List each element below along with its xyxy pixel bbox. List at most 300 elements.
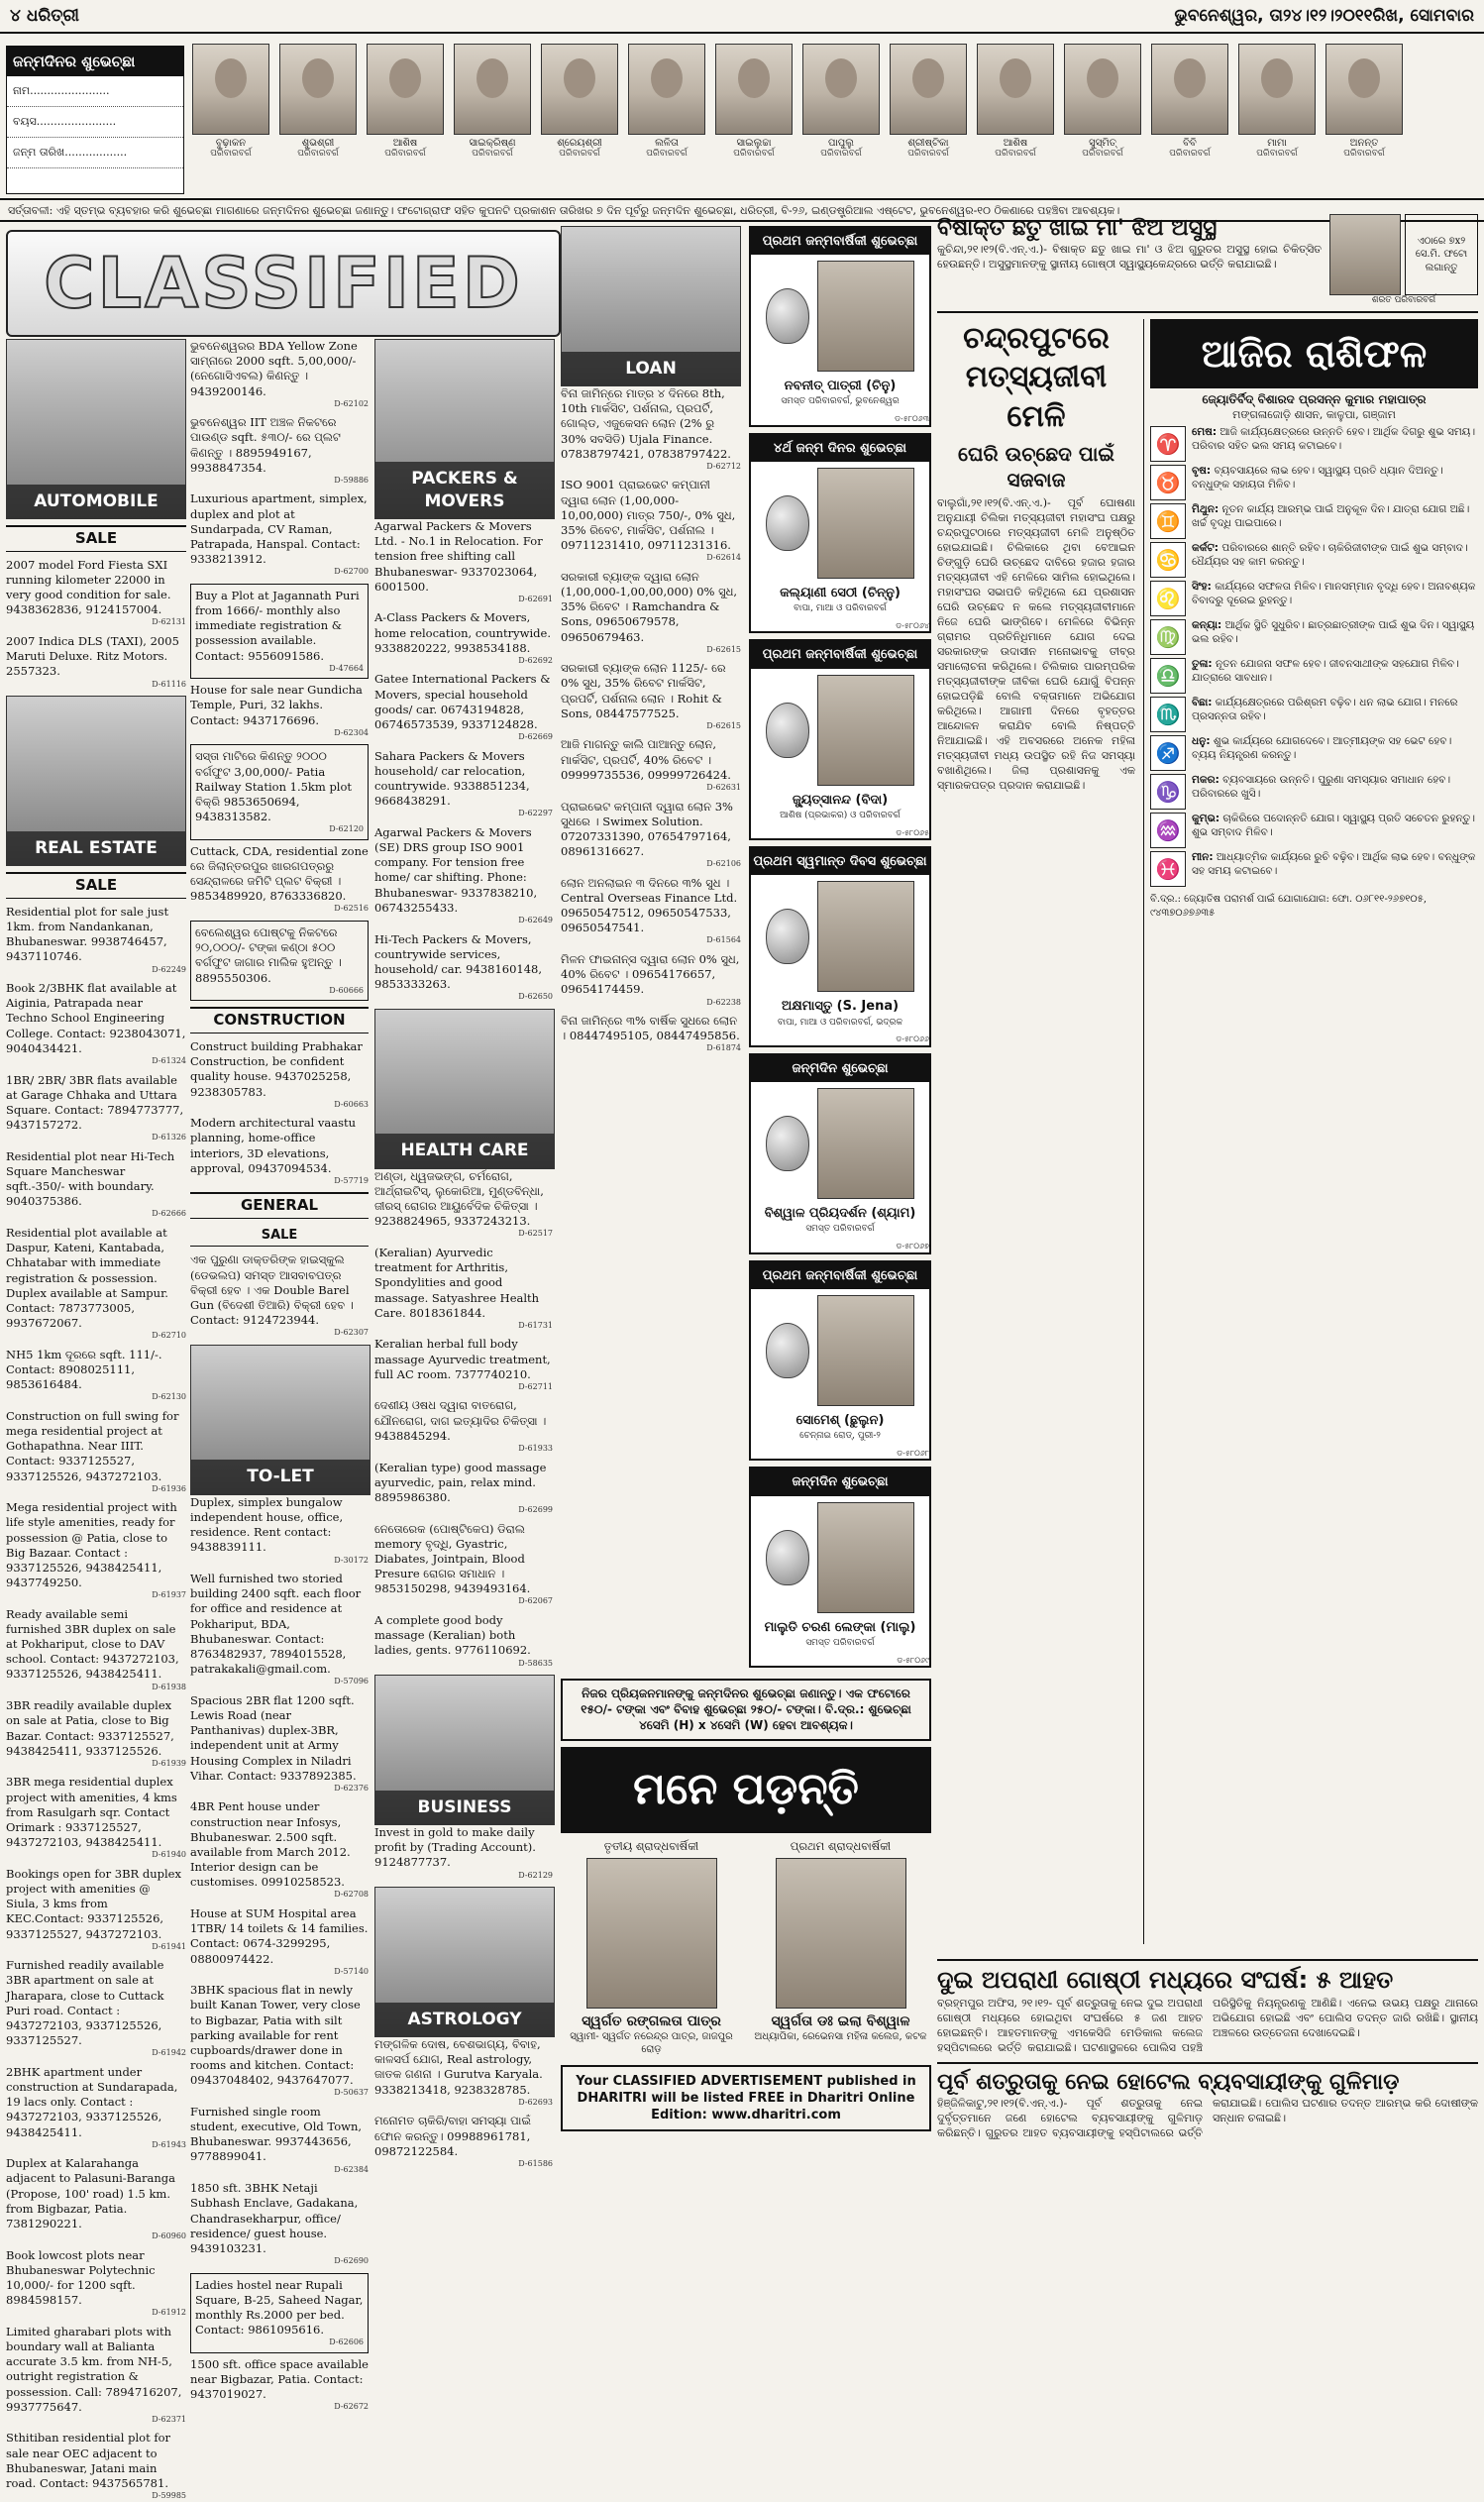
ad-text: Luxurious apartment, simplex, duplex and plot at Sundarpada, CV Raman, Patrapada, Hanspal. Contact: 9338213912. bbox=[190, 491, 368, 567]
tolet-ads bbox=[190, 1495, 369, 2413]
realestate-ads-2 bbox=[190, 339, 369, 1001]
sale-heading: SALE bbox=[6, 525, 186, 552]
ad-text: ISO 9001 ପ୍ରାଇଭେଟ କମ୍ପାନୀ ଦ୍ୱାରା ଲୋନ (1,00,000-10,00,000) ମାତ୍ର 750/-, 0% ସୁଧ, 35% ରିବେଟ, ମାର୍କସିଟ, ପର୍ଶନାଲ । 09711231410, 09711231316. bbox=[561, 478, 736, 553]
child-name: ସାଇକ୍ରିଷ୍ଣ bbox=[469, 138, 516, 149]
ad-code: D-30172 bbox=[334, 1555, 369, 1565]
ad-text: ଆଜି ମାଗନ୍ତୁ କାଲି ପାଆନ୍ତୁ ଲୋନ, ମାର୍କସିଟ, ପ୍ରପର୍ଟି, 40% ରିବେଟ । 09999735536, 09999726424. bbox=[561, 737, 731, 782]
ad-code: D-57719 bbox=[334, 1175, 369, 1185]
wish-desc: ବାପା, ମାଆ ଓ ପରିବାରବର୍ଗ bbox=[794, 603, 887, 614]
memorial-desc: ସ୍ୱାମୀ- ସ୍ୱର୍ଗତ ନରେନ୍ଦ୍ର ପାତ୍ର, ଜାଜପୁର ରୋଡ଼ bbox=[570, 2031, 733, 2056]
ad-code: D-61564 bbox=[706, 935, 741, 945]
classified-ad bbox=[561, 661, 741, 731]
classified-ad bbox=[374, 2114, 553, 2169]
ad-text: Gatee International Packers & Movers, special household goods/ car. 06743194828, 06746573539, 9337124828. bbox=[374, 672, 551, 731]
ad-text: ଭୁବନେଶ୍ୱର IIT ଅଞ୍ଚଳ ନିକଟରେ ପାଉଣ୍ଡ sqft. ୫୩୦/- ରେ ପ୍ଲଟ କିଣନ୍ତୁ । 8895949167, 9938847354. bbox=[190, 415, 341, 475]
rashi-name: ସିଂହ: bbox=[1192, 581, 1212, 594]
ad-code: D-62130 bbox=[152, 1392, 186, 1402]
zodiac-icon: ♏ bbox=[1150, 697, 1186, 732]
coupon-age-line: ବୟସ....................... bbox=[7, 107, 183, 138]
classified-ad bbox=[374, 932, 553, 1003]
wish-name: ଜ୍ୟୁତ୍ସାନନ୍ଦ (ବିଦା) bbox=[792, 792, 889, 808]
loan-image bbox=[561, 226, 741, 386]
rashi-desc: ବ୍ୟବସାୟରେ ଉନ୍ନତି। ପୁରୁଣା ସମସ୍ୟାର ସମାଧାନ ହେବ। ପରିବାରରେ ଖୁସି। bbox=[1192, 774, 1451, 801]
rashi-text bbox=[1192, 426, 1478, 462]
child-name: ଶୁଭଶ୍ରୀ bbox=[301, 138, 335, 149]
ad-text: Residential plot for sale just 1km. from Nandankanan, Bhubaneswar. 9938746457, 9437110746. bbox=[6, 904, 169, 964]
zodiac-icon: ♊ bbox=[1150, 503, 1186, 539]
classified-ad bbox=[374, 610, 553, 666]
ad-text: Bookings open for 3BR duplex project with amenities @ Siula, 3 kms from KEC.Contact: 9337125526, 9337125527, 9437272103. bbox=[6, 1866, 181, 1941]
news-row bbox=[937, 319, 1478, 1954]
ad-text: 3BR readily available duplex on sale at Patia, close to Big Bazar. Contact: 9337125527, 9438425411, 9337125526. bbox=[6, 1698, 174, 1758]
wish-code: ଡ-୫୮୦୬୮ bbox=[897, 1448, 929, 1458]
classified-ad bbox=[6, 1149, 186, 1220]
business-label: BUSINESS bbox=[375, 1791, 554, 1824]
classified-ad bbox=[6, 1607, 186, 1692]
rashi-desc: ଆଜି କାର୍ଯ୍ୟକ୍ଷେତ୍ରରେ ଉନ୍ନତି ହେବ। ଆର୍ଥିକ ଦିଗରୁ ଶୁଭ ସମୟ। ପରିବାର ସହିତ ଭଲ ସମୟ କଟାଇବେ। bbox=[1192, 426, 1476, 453]
birthday-photo bbox=[888, 44, 969, 192]
ad-code: D-62615 bbox=[706, 644, 741, 654]
classified-ad bbox=[561, 800, 741, 870]
rashi-desc: ଆର୍ଥିକ ସ୍ଥିତି ସୁଧୁରିବ। ଛାତ୍ରଛାତ୍ରୀଙ୍କ ପାଇଁ ଶୁଭ ଦିନ। ସ୍ୱାସ୍ଥ୍ୟ ଭଲ ରହିବ। bbox=[1192, 619, 1475, 646]
story2 bbox=[937, 319, 1135, 1954]
ad-text: Duplex, simplex bungalow independent house, office, residence. Rent contact: 9438839111. bbox=[190, 1494, 344, 1555]
ad-code: D-61942 bbox=[152, 2048, 186, 2058]
ad-code: D-62615 bbox=[706, 720, 741, 730]
zodiac-icon: ♍ bbox=[1150, 619, 1186, 655]
classified-ad bbox=[6, 558, 186, 628]
wish-photo bbox=[817, 1295, 914, 1406]
balloon-icon bbox=[766, 288, 809, 344]
child-name: ସୁସ୍ମିତ୍ bbox=[1089, 138, 1116, 149]
realestate-label: REAL ESTATE bbox=[7, 831, 185, 865]
ad-code: D-62710 bbox=[152, 1331, 186, 1341]
classified-ad bbox=[6, 1500, 186, 1601]
wish-body bbox=[751, 875, 929, 998]
classified-ad bbox=[374, 1461, 553, 1516]
classified-col-1 bbox=[6, 339, 186, 2501]
packers-ads bbox=[374, 519, 553, 1003]
mane-padanti-banner: ମନେ ପଡ଼ନ୍ତି bbox=[561, 1747, 931, 1832]
classified-ad bbox=[374, 1522, 553, 1607]
rashi-entry bbox=[1150, 851, 1478, 887]
balloon-icon bbox=[766, 1530, 809, 1585]
wish-name: କଲ୍ୟାଣୀ ସେଠୀ (ଚିନ୍ନୁ) bbox=[780, 585, 901, 600]
rashi-text bbox=[1192, 503, 1478, 539]
ad-text: ମନୋମତ ଚାକିରି/ବାହା ସମସ୍ୟା ପାଇଁ ଫୋନ କରନ୍ତୁ। 09988961781, 09872122584. bbox=[374, 2114, 531, 2158]
child-family: ପରିବାରବର୍ଗ bbox=[1343, 149, 1385, 159]
wish-body bbox=[751, 462, 929, 585]
ad-text: ଅଣ୍ଡା, ଧ୍ୱଜଭଙ୍ଗ, ଚର୍ମରୋଗ, ଆର୍ଥ୍ରାଇଟିସ୍, ଲୁକୋରିଆ, ମୁଣ୍ଡବିନ୍ଧା, ଜୀରସ୍ ରୋଗର ଆୟୁର୍ବେଦିକ ଚିକିତ୍ସା । 9238824965, 9337243213. bbox=[374, 1168, 544, 1229]
wish-code: ଡ-୫୮୦୬୪ bbox=[896, 620, 929, 630]
classified-ad bbox=[374, 519, 553, 604]
ad-code: D-62666 bbox=[152, 1209, 186, 1219]
wish-code: ଡ-୫୮୦୬୩ bbox=[895, 414, 929, 424]
child-family: ପରିବାରବର୍ଗ bbox=[384, 149, 426, 159]
memorial-desc: ଅଧ୍ୟାପିକା, ରେଭେନସା ମହିଳା କଲେଜ, କଟକ bbox=[754, 2031, 927, 2043]
rashi-desc: ପରିବାରରେ ଶାନ୍ତି ରହିବ। ଚାକିରିଜୀବୀଙ୍କ ପାଇଁ ଶୁଭ ସମ୍ବାଦ। ଧୈର୍ଯ୍ୟର ସହ କାମ କରନ୍ତୁ। bbox=[1192, 542, 1468, 569]
child-family: ପରିବାରବର୍ଗ bbox=[472, 149, 513, 159]
child-family: ପରିବାରବର୍ଗ bbox=[1082, 149, 1123, 159]
rashi-name: କନ୍ୟା: bbox=[1192, 619, 1222, 632]
automobile-image bbox=[6, 339, 186, 519]
classified-col-4 bbox=[561, 226, 741, 1673]
tolet-image bbox=[190, 1345, 371, 1495]
wish-box bbox=[749, 1260, 931, 1462]
ad-code: D-62238 bbox=[706, 997, 741, 1007]
wish-desc: ସମସ୍ତ ପରିବାରବର୍ଗ bbox=[805, 1224, 875, 1235]
rashi-entry bbox=[1150, 465, 1478, 500]
wish-photo bbox=[817, 1088, 914, 1199]
ad-text: ସରକାରୀ ବ୍ୟାଙ୍କ ଦ୍ୱାରା ଲୋନ (1,00,000-1,00,00,000) 0% ସୁଧ, 35% ରିବେଟ । Ramchandra & Sons, 09650679578, 09650679463. bbox=[561, 569, 738, 644]
ad-code: D-58635 bbox=[518, 1658, 553, 1668]
general-heading: GENERAL bbox=[190, 1192, 369, 1219]
classified-ad bbox=[190, 1906, 369, 1977]
news-column bbox=[937, 214, 1478, 2311]
rashi-name: କୁମ୍ଭ: bbox=[1192, 813, 1220, 825]
classified-ad bbox=[190, 1693, 369, 1795]
classified-ad bbox=[6, 634, 186, 690]
birthday-photo bbox=[975, 44, 1056, 192]
child-name: ପାପୁଲୁ bbox=[828, 138, 854, 149]
sale-heading-2: SALE bbox=[6, 872, 186, 899]
child-family: ପରିବାରବର୍ଗ bbox=[995, 149, 1036, 159]
rashi-name: ଧନୁ: bbox=[1192, 735, 1211, 748]
classified-ad bbox=[6, 2248, 186, 2319]
rashi-text bbox=[1192, 774, 1478, 810]
wish-desc: ଆଶିଷ (ପ୍ରଭାକର) ଓ ପରିବାରବର୍ଗ bbox=[780, 810, 901, 820]
rashi-text bbox=[1192, 697, 1478, 732]
ad-text: Mega residential project with life style amenities, ready for possession @ Patia, close to Big Bazaar. Contact : 9337125526, 9438425411, 9437749250. bbox=[6, 1500, 177, 1590]
rashifal bbox=[1143, 319, 1478, 1944]
classified-ad bbox=[374, 2037, 553, 2108]
ad-text: Limited gharabari plots with boundary wall at Balianta accurate 3.5 km. from NH-5, outright registration & possession. Call: 7894716207, 9937775647. bbox=[6, 2324, 182, 2414]
child-family: ପରିବାରବର୍ଗ bbox=[210, 149, 252, 159]
ad-text: Furnished readily available 3BR apartment on sale at Jharapara, close to Cuttack Puri road. Contact : 9437272103, 9337125526, 9337125527. bbox=[6, 1958, 164, 2048]
ad-text: 2BHK apartment under construction at Sundarapada, 19 lacs only. Contact : 9437272103, 9337125526, 9438425411. bbox=[6, 2064, 178, 2139]
classified-ad bbox=[190, 339, 369, 409]
story4-title: ପୂର୍ବ ଶତ୍ରୁତାକୁ ନେଇ ହୋଟେଲ ବ୍ୟବସାୟୀଙ୍କୁ ଗୁଳିମାଡ଼ bbox=[937, 2069, 1400, 2095]
ad-code: D-62106 bbox=[706, 859, 741, 869]
ad-code: D-62712 bbox=[706, 461, 741, 471]
ad-text: A complete good body massage (Keralian) both ladies, gents. 9776110692. bbox=[374, 1612, 531, 1658]
ad-code: D-62067 bbox=[518, 1596, 553, 1606]
ad-code: D-62691 bbox=[518, 594, 553, 603]
classified-ad bbox=[6, 2431, 186, 2501]
astrology-label: ASTROLOGY bbox=[375, 2003, 554, 2036]
photo-instruction: ଏଠାରେ ୭x୨ ସେ.ମି. ଫଟୋ ଲଗାନ୍ତୁ bbox=[1405, 214, 1478, 295]
wish-coupon-rates: ନିଜର ପ୍ରିୟଜନମାନଙ୍କୁ ଜନ୍ମଦିନର ଶୁଭେଚ୍ଛା ଜଣାନ୍ତୁ। ଏକ ଫଟୋରେ ୧୫୦/- ଟଙ୍କା ଏବଂ ବିବାହ ଶୁଭେଚ୍ଛା ୨୫୦/- ଟଙ୍କା। ବି.ଦ୍ର.: ଶୁଭେଚ୍ଛା ୪ସେମି (H) x ୪ସେମି (W) ହେବା ଆବଶ୍ୟକ। bbox=[561, 1679, 931, 1741]
memorial-person bbox=[561, 1839, 742, 2057]
page-number: ୪ ଧରିତ୍ରୀ bbox=[10, 6, 79, 26]
classified-ad bbox=[374, 1337, 553, 1392]
wish-photo bbox=[817, 1502, 914, 1613]
story1 bbox=[937, 214, 1478, 313]
rashi-name: ମୀନ: bbox=[1192, 851, 1214, 864]
balloon-icon bbox=[766, 703, 809, 758]
classified-ad bbox=[561, 952, 741, 1008]
zodiac-icon: ♑ bbox=[1150, 774, 1186, 810]
birthday-photo bbox=[626, 44, 707, 192]
ad-text: 3BHK spacious flat in newly built Kanan Tower, very close to Bigbazar, Patia with silt parking available for rent cupboards/drawer done in rooms and kitchen. Contact: 09437048402, 9437647077. bbox=[190, 1983, 361, 2088]
ad-code: D-62371 bbox=[152, 2414, 186, 2424]
ad-text: ନେତୋରେକ (ପୋଷ୍ଟିକେପ) ଡିରାଲ memory ବୃଦ୍ଧି, Gyastric, Diabates, Jointpain, Blood Presure ରୋଗର ସମାଧାନ । 9853150298, 9439493164. bbox=[374, 1521, 531, 1596]
zodiac-icon: ♈ bbox=[1150, 426, 1186, 462]
ad-text: 3BR mega residential duplex project with amenities, 4 kms from Rasulgarh sqr. Contact Orimark : 9337125527, 9437272103, 9438425411. bbox=[6, 1775, 177, 1850]
business-image bbox=[374, 1675, 555, 1825]
wish-body bbox=[751, 669, 929, 792]
rashi-entry bbox=[1150, 735, 1478, 771]
ad-text: ଦେଶୀୟ ଓଷଧ ଦ୍ୱାରା ବାତରୋଗ, ଯୌନରୋଗ, ଦାଗ ଇତ୍ୟାଦିର ଚିକିତ୍ସା । 9438845294. bbox=[374, 1398, 547, 1443]
classified-ad bbox=[6, 1775, 186, 1860]
ad-text: Ready available semi furnished 3BR duplex on sale at Pokhariput, close to DAV school. Contact: 9437272103, 9337125526, 9438425411. bbox=[6, 1606, 179, 1682]
classified-ad bbox=[374, 1825, 553, 1881]
ad-code: D-62672 bbox=[334, 2402, 369, 2412]
page-date: ଭୁବନେଶ୍ୱର, ତା୨୪।୧୨।୨୦୧୧ରିଖ, ସୋମବାର bbox=[1174, 6, 1474, 26]
birthday-photo bbox=[277, 44, 359, 192]
wishes-column bbox=[749, 226, 931, 1673]
rashi-list bbox=[1150, 426, 1478, 887]
ad-text: Book 2/3BHK flat available at Aiginia, Patrapada near Techno School Engineering College. Contact: 9238043071, 9040434421. bbox=[6, 981, 186, 1055]
ad-text: Ladies hostel near Rupali Square, B-25, Saheed Nagar, monthly Rs.2000 per bed. Contact: 9861095616. bbox=[195, 2277, 364, 2338]
classified-ad bbox=[190, 491, 369, 577]
birthday-photo bbox=[1236, 44, 1318, 192]
coupon-name-line: ନାମ....................... bbox=[7, 76, 183, 107]
birthday-photo bbox=[539, 44, 620, 192]
rashi-entry bbox=[1150, 658, 1478, 694]
classified-ad bbox=[6, 905, 186, 975]
ad-code: D-61943 bbox=[152, 2139, 186, 2149]
ad-code: D-62249 bbox=[152, 964, 186, 974]
rashifal-footer: ବି.ଦ୍ର.: ଜ୍ୟୋତିଷ ପରାମର୍ଶ ପାଇଁ ଯୋଗାଯୋଗ: ଫୋ. ୦୬୮୧୧-୨୬୭୧୦୫, ୯୪୩୭୦୬୭୬୩୫ bbox=[1150, 894, 1428, 919]
rashi-entry bbox=[1150, 697, 1478, 732]
classified-ad bbox=[6, 1226, 186, 1342]
astrology-image bbox=[374, 1887, 555, 2037]
story4 bbox=[937, 2062, 1478, 2141]
rashi-entry bbox=[1150, 542, 1478, 578]
rashi-text bbox=[1192, 658, 1478, 694]
classified-ad bbox=[374, 1246, 553, 1331]
child-name: ଲଳିତା bbox=[655, 138, 679, 149]
classified-ad bbox=[561, 737, 741, 793]
story3-body: ବ୍ରହ୍ମପୁର ଅଫିସ, ୨୧।୧୨- ପୂର୍ବ ଶତ୍ରୁତାକୁ ନେଇ ଦୁଇ ଅପରାଧୀ ଗୋଷ୍ଠୀ ମଧ୍ୟରେ ହୋଇଥିବା ସଂଘର୍ଷରେ ୫ ଜଣ ଆହତ ହୋଇଛନ୍ତି। ଆହତମାନଙ୍କୁ ଏମକେସିଜି ମେଡିକାଲ କଲେଜ ହସ୍ପିଟାଲରେ ଭର୍ତ୍ତି କରାଯାଇଛି। ଘଟଣାସ୍ଥଳରେ ପୋଲିସ ପହଞ୍ଚି ପରିସ୍ଥିତିକୁ ନିୟନ୍ତ୍ରଣକୁ ଆଣିଛି। ଏନେଇ ଉଭୟ ପକ୍ଷରୁ ଥାନାରେ ଅଭିଯୋଗ ହୋଇଛି ଏବଂ ପୋଲିସ ତଦନ୍ତ ଜାରି ରଖିଛି। ସ୍ଥାନୀୟ ଅଞ୍ଚଳରେ ଉତ୍ତେଜନା ଦେଖାଦେଇଛି। bbox=[937, 1997, 1478, 2054]
birthday-photo bbox=[800, 44, 882, 192]
ad-text: Residential plot near Hi-Tech Square Mancheswar sqft.-350/- with boundary. 9040375386. bbox=[6, 1148, 175, 1209]
classified-ad bbox=[190, 921, 369, 1001]
rashifal-title: ଆଜିର ରାଶିଫଳ bbox=[1150, 319, 1478, 388]
business-ads bbox=[374, 1825, 553, 1881]
realestate-ads bbox=[6, 905, 186, 2502]
ad-text: ମଙ୍ଗଳିକ ଦୋଷ, ବେଶଭାଗ୍ୟ, ବିବାହ, କାଳସର୍ପ ଯୋଗ, Real astrology, ଜାତକ ଗଣନା । Gurutva Karyala. 9338213418, 9238328785. bbox=[374, 2037, 543, 2097]
loan-ads bbox=[561, 386, 741, 1054]
birthday-photos bbox=[190, 44, 1478, 192]
child-photo bbox=[802, 44, 880, 135]
ad-text: House for sale near Gundicha Temple, Puri, 32 lakhs. Contact: 9437176696. bbox=[190, 683, 363, 727]
ad-code: D-47664 bbox=[329, 663, 364, 673]
child-name: ଶ୍ରୀଷ୍ଟିକା bbox=[907, 138, 949, 149]
classified-ad bbox=[374, 1613, 553, 1669]
classified-ad bbox=[190, 1572, 369, 1687]
memorial-people bbox=[561, 1839, 931, 2057]
ad-text: Spacious 2BR flat 1200 sqft. Lewis Road (near Panthanivas) duplex-3BR, independent unit at Army Housing Complex in Niladri Vihar. Contact: 9337892385. bbox=[190, 1692, 357, 1783]
classified-ad bbox=[190, 1116, 369, 1186]
ad-code: D-62297 bbox=[518, 809, 553, 818]
ad-text: Invest in gold to make daily profit by (Trading Account). 9124877737. bbox=[374, 1825, 536, 1870]
construction-heading: CONSTRUCTION bbox=[190, 1007, 369, 1033]
ad-text: ଲୋନ ଅନଲାଇନ ୩ ଦିନରେ ୩% ସୁଧ । Central Overseas Finance Ltd. 09650547512, 09650547533, 09650547541. bbox=[561, 875, 738, 935]
ad-text: A-Class Packers & Movers, home relocation, countrywide. 9338820222, 9938534188. bbox=[374, 610, 551, 655]
balloon-icon bbox=[766, 1116, 809, 1171]
healthcare-label: HEALTH CARE bbox=[375, 1134, 554, 1167]
ad-text: Book lowcost plots near Bhubaneswar Polytechnic 10,000/- for 1200 sqft. 8984598157. bbox=[6, 2247, 156, 2308]
child-photo bbox=[541, 44, 618, 135]
rashi-entry bbox=[1150, 426, 1478, 462]
birthday-photo bbox=[190, 44, 271, 192]
photo-caption: ଶରତ ପରିବାରବର୍ଗ bbox=[1371, 295, 1436, 305]
rashi-name: ତୁଳା: bbox=[1192, 658, 1213, 671]
classified-ad bbox=[190, 2273, 369, 2353]
story2-title-2: ମତ୍ସ୍ୟଜୀବୀ ମେଳି bbox=[965, 360, 1108, 435]
automobile-ads bbox=[6, 558, 186, 690]
classified-ad bbox=[374, 825, 553, 926]
child-photo bbox=[890, 44, 967, 135]
rashi-name: ମକର: bbox=[1192, 774, 1219, 787]
classified-ad bbox=[190, 744, 369, 839]
ad-code: D-62129 bbox=[518, 1870, 553, 1880]
rashi-desc: ନୂତନ ଯୋଜନା ସଫଳ ହେବ। ଜୀବନସାଥୀଙ୍କ ସହଯୋଗ ମିଳିବ। ଯାତ୍ରାରେ ସାବଧାନ। bbox=[1192, 658, 1459, 685]
wish-body bbox=[751, 255, 929, 378]
classified-ad bbox=[374, 1169, 553, 1240]
wish-desc: ଚେନ୍ନାଇ ରୋଡ୍, ପୁରୀ-୨ bbox=[799, 1430, 881, 1441]
ad-code: D-61874 bbox=[706, 1043, 741, 1053]
classified-ad bbox=[190, 1799, 369, 1901]
ad-text: ଭୁବନେଶ୍ୱରର BDA Yellow Zone ସାମ୍ନାରେ 2000 sqft. 5,00,000/- (ନେଗୋସିଏବଲ) କିଣନ୍ତୁ । 9439200146. bbox=[190, 339, 358, 398]
story4-body: ହିଞ୍ଜିଳିକାଟୁ,୨୧।୧୨(ବି.ଏନ୍.ଏ.)- ପୂର୍ବ ଶତ୍ରୁତାକୁ ନେଇ ଦୁର୍ବୃତ୍ତମାନେ ଜଣେ ହୋଟେଲ ବ୍ୟବସାୟୀଙ୍କୁ ଗୁଳିମାଡ଼ କରିଛନ୍ତି। ଗୁରୁତର ଆହତ ବ୍ୟବସାୟୀଙ୍କୁ ହସ୍ପିଟାଲରେ ଭର୍ତ୍ତି କରାଯାଇଛି। ପୋଲିସ ଘଟଣାର ତଦନ୍ତ ଆରମ୍ଭ କରି ଦୋଷୀଙ୍କ ସନ୍ଧାନ ଚଳାଇଛି। bbox=[937, 2096, 1478, 2139]
general-ads bbox=[190, 1252, 369, 1338]
story1-body: କୁଚିନ୍ଦା,୨୧।୧୨(ବି.ଏନ୍.ଏ.)- ବିଷାକ୍ତ ଛତୁ ଖାଇ ମା' ଓ ଝିଅ ଗୁରୁତର ଅସୁସ୍ଥ ହୋଇ ଚିକିତ୍ସିତ ହେଉଛନ୍ତି। ଅସୁସ୍ଥମାନଙ୍କୁ ସ୍ଥାନୀୟ ଗୋଷ୍ଠୀ ସ୍ୱାସ୍ଥ୍ୟକେନ୍ଦ୍ରରେ ଭର୍ତ୍ତି କରାଯାଇଛି। bbox=[937, 243, 1322, 271]
ad-code: D-50637 bbox=[334, 2088, 369, 2098]
wish-box bbox=[749, 639, 931, 840]
wish-code: ଡ-୫୮୦୬୭ bbox=[896, 1242, 929, 1251]
page-header bbox=[0, 0, 1484, 34]
ad-code: D-62131 bbox=[152, 617, 186, 627]
wish-code: ଡ-୫୮୦୬୫ bbox=[896, 827, 929, 837]
wish-name: ନବନୀତ୍ ପାତ୍ରୀ (ଚିନୁ) bbox=[784, 379, 897, 394]
rashi-text bbox=[1192, 813, 1478, 848]
wish-box bbox=[749, 1053, 931, 1254]
rashi-desc: କାର୍ଯ୍ୟକ୍ଷେତ୍ରରେ ପରିଶ୍ରମ ବଢ଼ିବ। ଧନ ଲାଭ ଯୋଗ। ମନରେ ପ୍ରସନ୍ନତା ରହିବ। bbox=[1192, 697, 1458, 723]
classified-logo: CLASSIFIED bbox=[6, 230, 561, 337]
wish-title: ୪ର୍ଥ ଜନ୍ମ ଦିନର ଶୁଭେଚ୍ଛା bbox=[751, 435, 929, 462]
birthday-photo bbox=[365, 44, 446, 192]
classified-ad bbox=[6, 1073, 186, 1143]
ad-text: Buy a Plot at Jagannath Puri from 1666/- monthly also immediate registration & possession available. Contact: 9556091586. bbox=[195, 588, 360, 663]
classified-ad bbox=[561, 478, 741, 563]
ad-text: Construct building Prabhakar Construction, be confident quality house. 9437025258, 9238305783. bbox=[190, 1039, 363, 1099]
child-name: ମାମା bbox=[1267, 138, 1287, 149]
wish-title: ପ୍ରଥମ ସ୍ୱମାନ୍ତ ଦିବସ ଶୁଭେଚ୍ଛା bbox=[751, 848, 929, 875]
memorial-name: ସ୍ୱର୍ଗତା ଡଃ ଇଲା ବିଶ୍ୱାଳ bbox=[771, 2012, 910, 2029]
child-photo bbox=[279, 44, 357, 135]
wish-photo bbox=[817, 675, 914, 786]
child-name: ଅନନ୍ତ bbox=[1349, 138, 1379, 149]
ad-text: NH5 1km ଦୂରରେ sqft. 111/-. Contact: 8908025111, 9853616484. bbox=[6, 1347, 162, 1392]
rashi-text bbox=[1192, 735, 1478, 771]
birthday-photo bbox=[713, 44, 795, 192]
loan-label: LOAN bbox=[562, 352, 740, 385]
classified-col-2 bbox=[190, 339, 369, 2412]
child-photo bbox=[1151, 44, 1228, 135]
child-photo bbox=[977, 44, 1054, 135]
classified-ad bbox=[6, 2156, 186, 2241]
memorial-person bbox=[750, 1839, 931, 2057]
general-sale-heading: SALE bbox=[190, 1225, 369, 1247]
photo-slot bbox=[1329, 214, 1478, 307]
child-name: ଶ୍ରେୟଶ୍ରୀ bbox=[557, 138, 602, 149]
realestate-image bbox=[6, 696, 186, 866]
story1-title: ବିଷାକ୍ତ ଛତୁ ଖାଇ ମା' ଝିଅ ଅସୁସ୍ଥ bbox=[937, 216, 1218, 241]
ad-text: Residential plot available at Daspur, Kateni, Kantabada, Chhatabar with immediate registration & possession. Duplex available at Sampur. Contact: 7873773005, 9937672067. bbox=[6, 1226, 168, 1331]
ad-code: D-62699 bbox=[518, 1505, 553, 1515]
wish-body bbox=[751, 1082, 929, 1205]
classified-ad bbox=[190, 2181, 369, 2266]
ad-text: 1500 sft. office space available near Bigbazar, Patia. Contact: 9437019027. bbox=[190, 2356, 369, 2402]
rashi-entry bbox=[1150, 619, 1478, 655]
ad-code: D-62711 bbox=[518, 1381, 553, 1391]
ad-code: D-62384 bbox=[334, 2164, 369, 2174]
wish-photo bbox=[817, 468, 914, 579]
ad-code: D-62669 bbox=[518, 732, 553, 742]
rashi-desc: ବ୍ୟବସାୟରେ ଲାଭ ହେବ। ସ୍ୱାସ୍ଥ୍ୟ ପ୍ରତି ଧ୍ୟାନ ଦିଅନ୍ତୁ। ବନ୍ଧୁଙ୍କ ସହାୟତା ମିଳିବ। bbox=[1192, 465, 1443, 491]
child-name: ଆଶିଷ bbox=[1003, 138, 1028, 149]
ad-text: House at SUM Hospital area 1TBR/ 14 toilets & 14 families. Contact: 0674-3299295, 08800974422. bbox=[190, 1905, 369, 1966]
ad-text: Duplex at Kalarahanga adjacent to Palasuni-Baranga (Propose, 100' road) 1.5 km. from Bigbazar, Patia. 7381290221. bbox=[6, 2156, 175, 2230]
ad-code: D-61116 bbox=[152, 679, 186, 689]
child-name: ସାଇଲୁଚ୍ଚା bbox=[736, 138, 772, 149]
child-family: ପରିବାରବର୍ଗ bbox=[1256, 149, 1298, 159]
rashi-name: ବୃଷ: bbox=[1192, 465, 1212, 478]
ad-code: D-62517 bbox=[518, 1229, 553, 1239]
wish-code: ଡ-୫୮୦୬୬ bbox=[896, 1034, 929, 1044]
ad-code: D-61938 bbox=[152, 1682, 186, 1691]
story3-title: ଦୁଇ ଅପରାଧୀ ଗୋଷ୍ଠୀ ମଧ୍ୟରେ ସଂଘର୍ଷ: ୫ ଆହତ bbox=[937, 1966, 1394, 1995]
wish-box bbox=[749, 433, 931, 634]
classified-ad bbox=[6, 1867, 186, 1952]
zodiac-icon: ♌ bbox=[1150, 581, 1186, 616]
rashi-name: ବିଛା: bbox=[1192, 697, 1213, 709]
classified-ad bbox=[6, 1348, 186, 1403]
ad-code: D-62102 bbox=[334, 398, 369, 408]
rashi-entry bbox=[1150, 503, 1478, 539]
coupon-dob-line: ଜନ୍ମ ତାରିଖ.................. bbox=[7, 138, 183, 168]
child-name: ଆଶିଷ bbox=[392, 138, 418, 149]
ad-code: D-61939 bbox=[152, 1758, 186, 1768]
classified-ad bbox=[6, 1409, 186, 1494]
ad-code: D-62649 bbox=[518, 915, 553, 925]
ad-text: 1850 sft. 3BHK Netaji Subhash Enclave, Gadakana, Chandrasekharpur, office/ residence/ guest house. 9439103231. bbox=[190, 2181, 359, 2255]
healthcare-image bbox=[374, 1009, 555, 1169]
classified-ad bbox=[6, 2325, 186, 2426]
wish-title: ପ୍ରଥମ ଜନ୍ମବାର୍ଷିକୀ ଶୁଭେଚ୍ଛା bbox=[751, 641, 929, 668]
child-family: ପରିବାରବର୍ଗ bbox=[1169, 149, 1211, 159]
classified-ad bbox=[190, 683, 369, 738]
rashi-text bbox=[1192, 851, 1478, 887]
child-photo bbox=[454, 44, 531, 135]
ad-code: D-61936 bbox=[152, 1483, 186, 1493]
photo-sample bbox=[1329, 214, 1401, 295]
story2-subtitle: ଘେରି ଉଚ୍ଛେଦ ପାଇଁ ସଜବାଜ bbox=[957, 441, 1115, 492]
ad-code: D-59985 bbox=[152, 2491, 186, 2501]
